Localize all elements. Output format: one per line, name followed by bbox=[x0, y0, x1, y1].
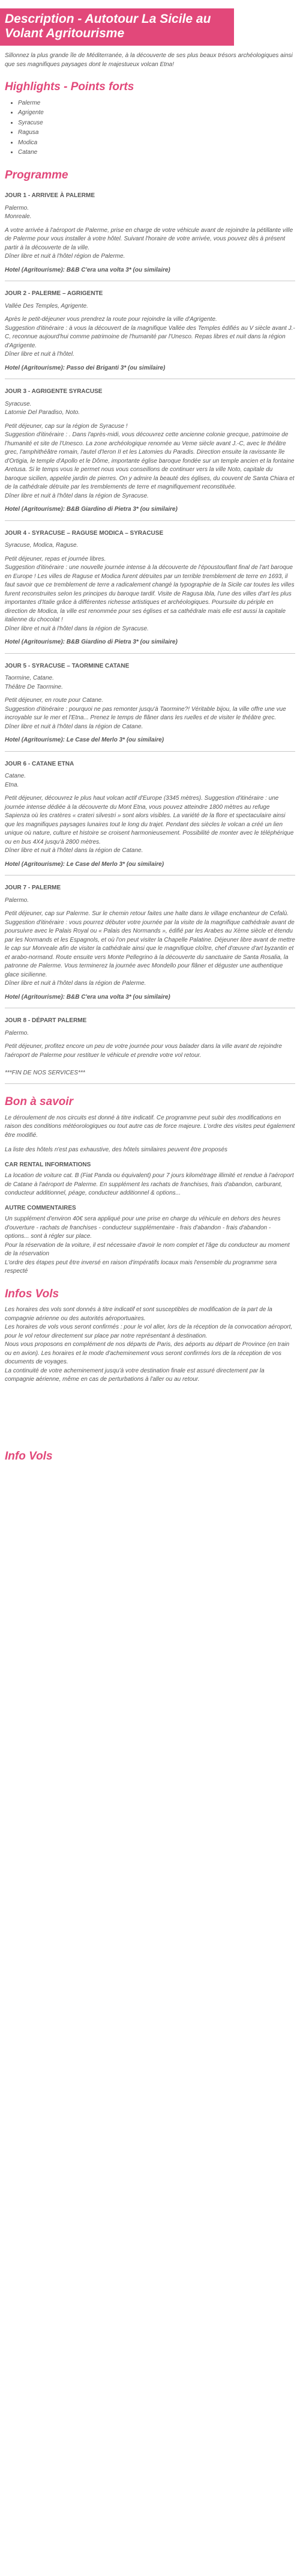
day-title: JOUR 1 - ARRIVEE À PALERME bbox=[5, 192, 95, 199]
program-day bbox=[5, 884, 295, 1008]
day-title: JOUR 4 - SYRACUSE – RAGUSE MODICA – SYRACUSE bbox=[5, 529, 164, 537]
day-hotel: Hotel (Agritourisme): B&B Giardino di Pietra 3* (ou similaire) bbox=[5, 506, 178, 513]
day-paragraph: Petit déjeuner, profitez encore un peu de votre journée pour vous balader dans la ville avant de rejoindre l'aéroport de Palerme pour restituer le véhicule et prendre votre vol retour. ***FIN DE NOS SERVICES*** bbox=[5, 1043, 282, 1076]
program-day bbox=[5, 192, 295, 281]
spacer bbox=[5, 790, 295, 794]
day-paragraph: Petit déjeuner, cap sur la région de Syracuse ! Suggestion d'itinéraire : . Dans l'après-midi, vous découvrez cette ancienne colonie grecque, patrimoine de l'humanité et site de l'Unesco. La zone archéologique renomée au Veme siècle avant J.-C, avec le théâtre grec, l'amphithéâtre romain, l'autel d'Ieron II et les Latomies du Paradis. Direction ensuite la ravissante île d'Ortigia, le temple d'Apollo et le Dôme, importante église baroque fondée sur un temple ancien et la fontaine Aretusa. Si le temps vous le permet nous vous conseillons de continuer vers la ville Noto, capitale du baroque sicilien, appelée jardin de pierres. On y admire la beauté des églises, du couvent de Santa Chiara et de la cathédrale détruite par les tremblements de terre et magnifiquement reconstituée. Dîner libre et nuit à l'hôtel dans la région de Syracuse. bbox=[5, 422, 295, 499]
program-title: Programme bbox=[5, 168, 68, 181]
car-rental-title: CAR RENTAL INFORMATIONS bbox=[5, 1161, 91, 1168]
infos-vols-text: Les horaires des vols sont donnés à titre indicatif et sont susceptibles de modification de la part de la compagnie aérienne ou des autorités aéroportuaires. Les horaires de vols vous seront confirmés : pour le vol aller, lors de la réception de la convocation aéroport, pour le vol retour directement sur place par notre représentant à destination. Nous vous proposons en complément de nos départs de Paris, des aéports au départ de Province (en train ou en avion). Les horaires et le mode d'acheminement vous seront confirmés lors de la réception de vos documents de voyages. La continuité de votre acheminement jusqu'à votre destination finale est assuré directement par la compagnie aérienne, même en cas de perturbations à l'aller ou au retour. bbox=[5, 1306, 293, 1383]
spacer bbox=[5, 550, 295, 555]
bon-a-savoir-p2: La liste des hôtels n'est pas exhaustive, des hôtels similaires peuvent être proposés bbox=[5, 1146, 228, 1154]
program-days bbox=[5, 192, 295, 1084]
day-line: Palermo. bbox=[5, 1029, 29, 1037]
program-day bbox=[5, 760, 295, 876]
highlight-item: • Modica bbox=[18, 139, 295, 148]
highlights-title: Highlights - Points forts bbox=[5, 81, 134, 94]
day-paragraph: Petit déjeuner, découvrez le plus haut volcan actif d'Europe (3345 mètres). Suggestion d'itinéraire : une journée intense dédiée à la découverte du Mont Etna, vous pouvez atteindre 1800 mètres au refuge Sapienza où les cratères « crateri silvestri » sont alors visibles. La variété de la flore et spectaculaire ainsi que les magnifiques paysages lunaires tout le long du trajet. Pendant des siècles le volcan a créé un lien unique où nature, culture et histoire se croisent harmonieusement. Possibilité de monter avec le téléphérique ou en bus 4X4 jusqu'à 2800 mètres. Dîner libre et nuit à l'hôtel dans la région de Catane. bbox=[5, 795, 294, 854]
spacer bbox=[5, 905, 295, 910]
day-line: Monreale. bbox=[5, 213, 32, 221]
car-rental-text: La location de voiture cat. B (Fiat Panda ou équivalent) pour 7 jours kilométrage illimité et rendue à l'aéroport de Catane à l'aéroport de Palerme. En supplément les rachats de franchises, frais d'abandon, carburant, conducteur additionnel, péage, conducteur additionnel & options... bbox=[5, 1172, 294, 1197]
day-paragraph: Petit déjeuner, cap sur Palerme. Sur le chemin retour faites une halte dans le village enchanteur de Cefalù. Suggestion d'itinéraire : vous pourrez débuter votre journée par la visite de la magnifique cathédrale avant de poursuivre avec le Palais Royal ou « Palais des Normands », édifié par les Arabes au Xème siècle et étendu par les Normands et les Espagnols, et où l'on peut visiter la Chapelle Palatine. Déjeuner libre avant de mettre le cap sur Monreale afin de visiter la cathédrale ainsi que le magnifique cloître, chef d'œuvre d'art byzantin et et arabo-normand. Route ensuite vers Monte Pellegrino à la découverte du sanctuaire de Santa Rosalia, la patronne de Palerme. Vous terminerez la journée avec Mondello pour flâner et déguster une authentique glace sicilienne. Dîner libre et nuit à l'hôtel dans la région de Palerme. bbox=[5, 910, 295, 987]
day-title: JOUR 8 - DÉPART PALERME bbox=[5, 1017, 87, 1025]
other-comments-text: Un supplément d'environ 40€ sera appliqué pour une prise en charge du véhicule en dehors des heures d'ouverture - rachats de franchises - conducteur supplémentaire - frais d'abandon - frais d'abandon - options... sont à régler sur place. Pour la réservation de la voiture, il est nécessaire d'avoir le nom complet et l'âge du conducteur au moment de la réservation L'ordre des étapes peut être inversé en raison d'impératifs locaux mais l'ensemble du programme sera respecté bbox=[5, 1216, 290, 1275]
day-hotel: Hotel (Agritourisme): B&B Giardino di Pietra 3* (ou similaire) bbox=[5, 639, 178, 646]
day-paragraph: Petit déjeuner, en route pour Catane. Suggestion d'itinéraire : pourquoi ne pas remonter jusqu'à Taormine?! Véritable bijou, la ville offre une vue incroyable sur le mer et l'Etna... Prenez le temps de flâner dans les ruelles et de visiter le théâtre grec. Dîner libre et nuit à l'hôtel dans la région de Catane. bbox=[5, 697, 286, 730]
day-line: Palermo. bbox=[5, 897, 29, 904]
day-paragraph: Petit déjeuner, repas et journée libres. Suggestion d'itinéraire : une nouvelle journée intense à la découverte de l'époustouflant final de l'art baroque en Europe ! Les villes de Raguse et Modica furent détruites par un terrible tremblement de terre en 1693, il faut savoir que ce tremblement de terre a radicalement changé la typographie de la Sicile car toutes les villes furent reconstruites selon les principes du baroque tardif. Visite de Ragusa Ibla, l'une des villes d'art les plus importantes d'Italie grâce à différentes richesse artistiques et archéologiques. Poursuite du périple en direction de Modica, la ville est renommée pour ses églises et sa cathédrale mais elle est aussi la capitale italienne du chocolat ! Dîner libre et nuit à l'hôtel dans la région de Syracuse. bbox=[5, 555, 295, 632]
day-line: Latomie Del Paradiso, Noto. bbox=[5, 409, 80, 416]
page-title: Description - Autotour La Sicile au Volant Agritourisme bbox=[0, 8, 234, 46]
highlight-item: • Ragusa bbox=[18, 129, 295, 138]
program-day bbox=[5, 290, 295, 379]
infos-vols-title: Infos Vols bbox=[5, 1287, 59, 1300]
divider bbox=[5, 1083, 295, 1084]
highlight-item: • Palerme bbox=[18, 99, 295, 108]
spacer bbox=[5, 222, 295, 227]
spacer bbox=[5, 1038, 295, 1043]
highlight-item: • Agrigente bbox=[18, 109, 295, 118]
day-title: JOUR 6 - CATANE ETNA bbox=[5, 760, 74, 767]
bon-a-savoir-p1: Le déroulement de nos circuits est donné à titre indicatif. Ce programme peut subir des modifications en raison des conditions météorologiques ou tout autre cas de force majeure. L'ordre des visites peut également être modifié. bbox=[5, 1114, 295, 1139]
day-hotel: Hotel (Agritourisme): Le Case del Merlo 3* (ou similaire) bbox=[5, 860, 164, 868]
divider bbox=[5, 653, 295, 654]
program-day bbox=[5, 662, 295, 752]
program-day bbox=[5, 1017, 295, 1084]
day-hotel: Hotel (Agritourisme): Passo dei Briganti 3* (ou similaire) bbox=[5, 364, 166, 371]
day-title: JOUR 2 - PALERME – AGRIGENTE bbox=[5, 290, 103, 297]
day-line: Théâtre De Taormine. bbox=[5, 683, 63, 690]
intro-text: Sillonnez la plus grande île de Méditerranée, à la découverte de ses plus beaux trésors archéologiques ainsi que ses magnifiques paysages dont le majestueux volcan Etna! bbox=[5, 52, 293, 68]
other-comments-title: AUTRE COMMENTAIRES bbox=[5, 1204, 76, 1211]
day-hotel: Hotel (Agritourisme): B&B C'era una volta 3* (ou similaire) bbox=[5, 993, 170, 1000]
day-line: Taormine, Catane. bbox=[5, 675, 54, 682]
program-day bbox=[5, 388, 295, 521]
highlight-item: • Catane bbox=[18, 148, 295, 157]
program-day bbox=[5, 529, 295, 654]
day-paragraph: A votre arrivée à l'aéroport de Palerme, prise en charge de votre véhicule avant de rejoindre la pétillante ville de Palerme pour vous installer à votre hôtel. Suivant l'horaire de votre arrivée, vous pouvez dès à présent partir à la découverte de la ville. Dîner libre et nuit à l'hôtel région de Palerme. bbox=[5, 227, 293, 260]
day-hotel: Hotel (Agritourisme): B&B C'era una volta 3* (ou similaire) bbox=[5, 266, 170, 273]
day-hotel: Hotel (Agritourisme): Le Case del Merlo 3* (ou similaire) bbox=[5, 737, 164, 744]
day-line: Catane. bbox=[5, 773, 26, 780]
day-line: Palermo. bbox=[5, 204, 29, 212]
spacer bbox=[5, 311, 295, 315]
divider bbox=[5, 520, 295, 521]
day-title: JOUR 5 - SYRACUSE – TAORMINE CATANE bbox=[5, 662, 130, 669]
day-paragraph: Après le petit-déjeuner vous prendrez la route pour rejoindre la ville d'Agrigente. Suggestion d'itinéraire : à vous la découvert de la magnifique Vallée des Temples édifiés au V siècle avant J.-C, reconnue aujourd'hui comme patrimoine de l'humanité par l'Unesco. Repas libres et nuit dans la région d'Agrigente. Dîner libre et nuit à l'hôtel. bbox=[5, 316, 295, 358]
divider bbox=[5, 751, 295, 752]
spacer bbox=[5, 692, 295, 696]
spacer bbox=[5, 418, 295, 422]
day-line: Vallée Des Temples, Agrigente. bbox=[5, 302, 88, 309]
content bbox=[0, 52, 300, 1464]
highlight-item: • Syracuse bbox=[18, 119, 295, 128]
day-title: JOUR 3 - AGRIGENTE SYRACUSE bbox=[5, 388, 103, 395]
day-line: Etna. bbox=[5, 781, 19, 788]
day-line: Syracuse. bbox=[5, 400, 32, 407]
highlights-list bbox=[5, 99, 295, 157]
bon-a-savoir-title: Bon à savoir bbox=[5, 1095, 74, 1109]
info-vols-title: Info Vols bbox=[5, 1449, 53, 1463]
day-line: Syracuse, Modica, Raguse. bbox=[5, 542, 79, 549]
day-title: JOUR 7 - PALERME bbox=[5, 885, 61, 892]
